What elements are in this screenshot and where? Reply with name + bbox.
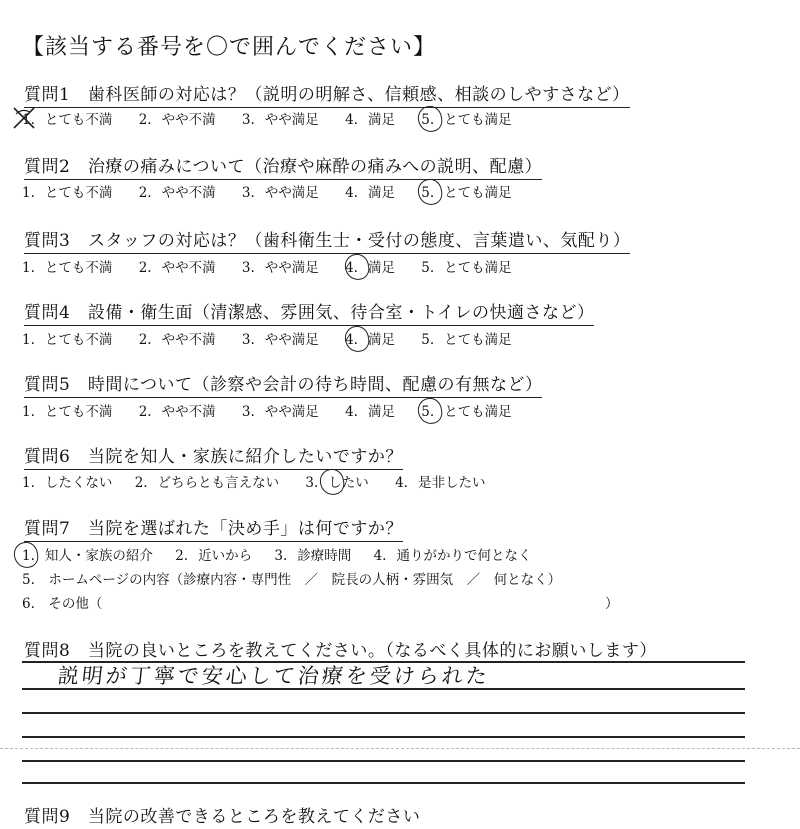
- q7-opt1-num[interactable]: 1.: [22, 548, 35, 564]
- q2-opt5-num[interactable]: 5.: [421, 185, 435, 201]
- question-6-options: [22, 471, 485, 491]
- q5-opt4-label: 満足: [367, 404, 395, 420]
- q5-opt2-num[interactable]: 2.: [138, 404, 152, 420]
- q2-opt1-label: とても不満: [44, 185, 113, 201]
- q1-opt5-num[interactable]: 5.: [421, 112, 435, 128]
- q3-opt2-num[interactable]: 2.: [138, 260, 152, 276]
- q5-opt2-label: やや不満: [161, 404, 216, 420]
- answer-line-5: [22, 760, 745, 762]
- q3-opt1-num[interactable]: 1.: [22, 260, 35, 276]
- q6-opt2-label: どちらとも言えない: [157, 475, 280, 491]
- q3-opt3-label: やや満足: [264, 260, 319, 276]
- q6-opt3-label: したい: [328, 475, 369, 491]
- question-7-options-line2[interactable]: 5. ホームページの内容（診療内容・専門性 ／ 院長の人柄・雰囲気 ／ 何となく）: [22, 572, 562, 588]
- question-9-title-partial: 質問9 当院の改善できるところを教えてください: [24, 807, 421, 827]
- q3-opt4-num[interactable]: 4.: [345, 260, 358, 276]
- question-4-title: 質問4 設備・衛生面（清潔感、雰囲気、待合室・トイレの快適さなど）: [24, 298, 594, 326]
- question-8-answer[interactable]: 説明が丁寧で安心して治療を受けられた: [56, 664, 492, 688]
- answer-line-4: [22, 736, 745, 738]
- q2-opt2-label: やや不満: [161, 185, 216, 201]
- question-7-options-line1: [22, 544, 531, 564]
- q4-opt4-num[interactable]: 4.: [345, 332, 358, 348]
- q6-opt1-num[interactable]: 1.: [22, 475, 35, 491]
- q1-opt1-label: とても不満: [44, 112, 113, 128]
- q4-opt4-label: 満足: [367, 332, 395, 348]
- q5-opt1-num[interactable]: 1.: [22, 404, 35, 420]
- q1-opt4-num[interactable]: 4.: [345, 112, 358, 128]
- q7-opt2-label: 近いから: [198, 548, 253, 564]
- q2-opt3-num[interactable]: 3.: [241, 185, 255, 201]
- q3-opt5-label: とても満足: [444, 260, 512, 276]
- answer-line-2: [22, 688, 745, 690]
- question-1-title: 質問1 歯科医師の対応は？（説明の明解さ、信頼感、相談のしやすさなど）: [24, 80, 630, 108]
- question-3-options: [22, 256, 512, 276]
- q4-opt5-num[interactable]: 5.: [421, 332, 435, 348]
- q1-opt3-num[interactable]: 3.: [241, 112, 255, 128]
- q5-opt5-label: とても満足: [444, 404, 512, 420]
- answer-line-6: [22, 782, 745, 784]
- q1-opt2-num[interactable]: 2.: [138, 112, 152, 128]
- q5-opt5-num[interactable]: 5.: [421, 404, 435, 420]
- q3-opt4-label: 満足: [367, 260, 395, 276]
- q1-opt3-label: やや満足: [264, 112, 319, 128]
- q6-opt1-label: したくない: [44, 475, 113, 491]
- q4-opt1-num[interactable]: 1.: [22, 332, 35, 348]
- instruction-heading: 【該当する番号を〇で囲んでください】: [22, 35, 437, 60]
- q3-opt5-num[interactable]: 5.: [421, 260, 435, 276]
- q1-opt5-label: とても満足: [444, 112, 512, 128]
- q2-opt4-label: 満足: [367, 185, 395, 201]
- q3-opt3-num[interactable]: 3.: [241, 260, 255, 276]
- q2-opt2-num[interactable]: 2.: [138, 185, 152, 201]
- question-3-title: 質問3 スタッフの対応は？（歯科衛生士・受付の態度、言葉遣い、気配り）: [24, 226, 630, 254]
- q4-opt3-label: やや満足: [264, 332, 319, 348]
- q6-opt2-num[interactable]: 2.: [134, 475, 148, 491]
- q5-opt3-num[interactable]: 3.: [241, 404, 255, 420]
- q6-opt4-label: 是非したい: [417, 475, 486, 491]
- q7-opt3-num[interactable]: 3.: [274, 548, 288, 564]
- q4-opt2-num[interactable]: 2.: [138, 332, 152, 348]
- q7-opt1-label: 知人・家族の紹介: [44, 548, 153, 564]
- q4-opt3-num[interactable]: 3.: [241, 332, 255, 348]
- question-4-options: [22, 328, 512, 348]
- q1-opt2-label: やや不満: [161, 112, 216, 128]
- question-7-other-close: ）: [605, 596, 619, 612]
- q2-opt5-label: とても満足: [444, 185, 512, 201]
- q1-cross-mark: [10, 104, 38, 132]
- q7-opt4-num[interactable]: 4.: [373, 548, 387, 564]
- q5-opt4-num[interactable]: 4.: [345, 404, 358, 420]
- q2-opt3-label: やや満足: [264, 185, 319, 201]
- q7-opt4-label: 通りがかりで何となく: [396, 548, 532, 564]
- q5-opt3-label: やや満足: [264, 404, 319, 420]
- question-7-title: 質問7 当院を選ばれた「決め手」は何ですか？: [24, 514, 403, 542]
- question-5-title: 質問5 時間について（診察や会計の待ち時間、配慮の有無など）: [24, 370, 542, 398]
- q4-opt5-label: とても満足: [444, 332, 512, 348]
- q4-opt2-label: やや不満: [161, 332, 216, 348]
- q7-opt2-num[interactable]: 2.: [175, 548, 189, 564]
- q3-opt2-label: やや不満: [161, 260, 216, 276]
- question-6-title: 質問6 当院を知人・家族に紹介したいですか？: [24, 442, 403, 470]
- question-2-title: 質問2 治療の痛みについて（治療や麻酔の痛みへの説明、配慮）: [24, 152, 542, 180]
- q7-opt3-label: 診療時間: [297, 548, 352, 564]
- answer-line-3: [22, 712, 745, 714]
- page-separator: [0, 748, 800, 750]
- q6-opt3-num[interactable]: 3.: [305, 475, 319, 491]
- q1-opt1-num[interactable]: 1.: [22, 112, 35, 128]
- q6-opt4-num[interactable]: 4.: [395, 475, 408, 491]
- q2-opt1-num[interactable]: 1.: [22, 185, 35, 201]
- answer-line-1: [22, 661, 745, 663]
- q2-opt4-num[interactable]: 4.: [345, 185, 358, 201]
- q3-opt1-label: とても不満: [44, 260, 113, 276]
- question-7-other-label[interactable]: 6. その他（: [22, 596, 103, 612]
- q5-opt1-label: とても不満: [44, 404, 113, 420]
- question-8-title: 質問8 当院の良いところを教えてください。（なるべく具体的にお願いします）: [24, 641, 657, 661]
- q4-opt1-label: とても不満: [44, 332, 113, 348]
- q1-opt4-label: 満足: [367, 112, 395, 128]
